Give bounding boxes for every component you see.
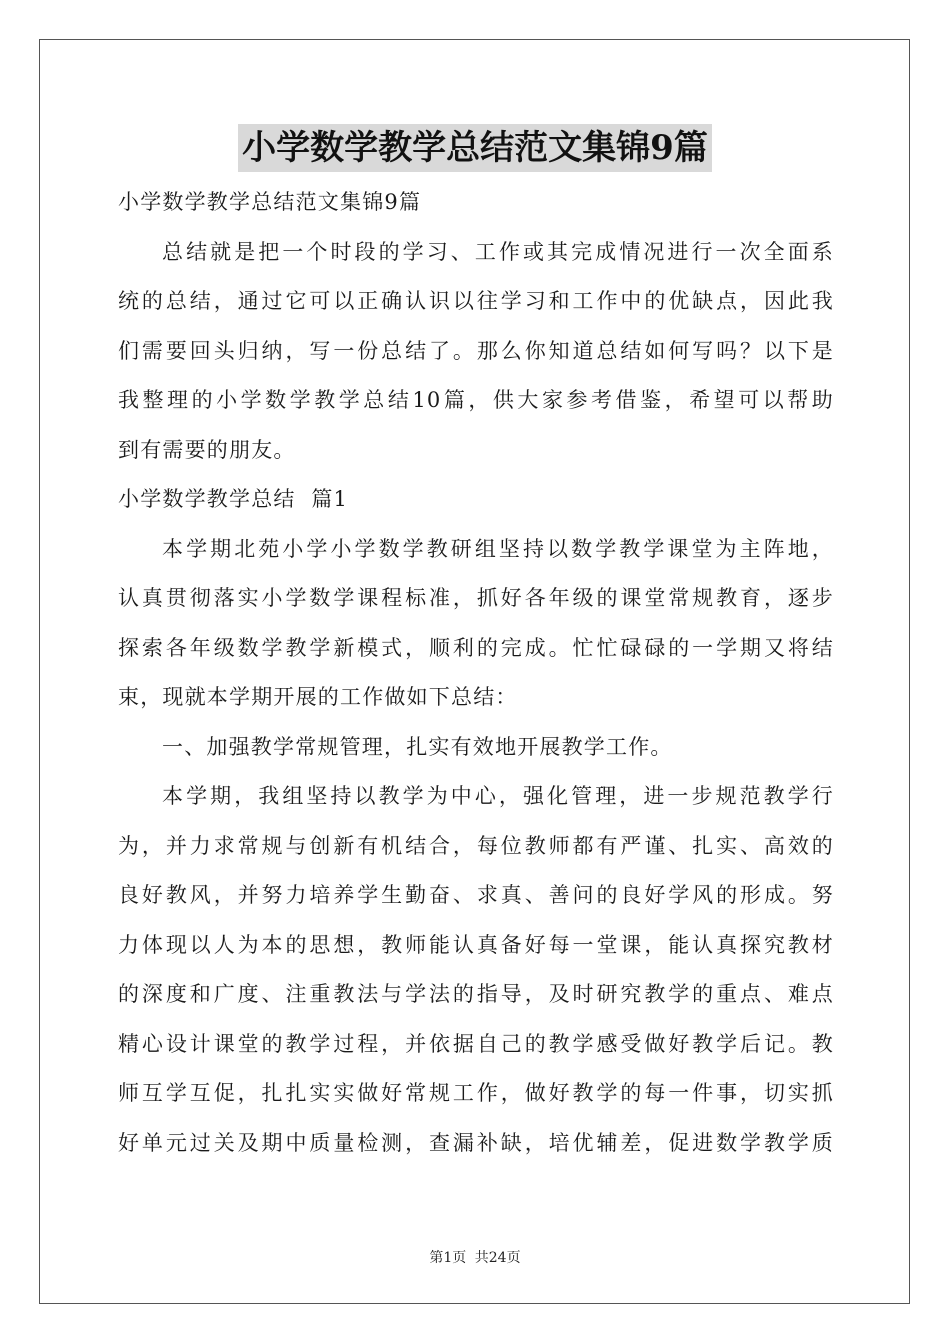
paragraph-line: 师互学互促，扎扎实实做好常规工作，做好教学的每一件事，切实抓 [118,1081,834,1105]
paragraph-line: 统的总结，通过它可以正确认识以往学习和工作中的优缺点，因此我 [118,289,834,313]
section-heading: 小学数学教学总结 篇1 [118,487,349,511]
paragraph-line: 精心设计课堂的教学过程，并依据自己的教学感受做好教学后记。教 [118,1031,834,1056]
paragraph-line: 束，现就本学期开展的工作做如下总结： [118,685,518,709]
document-title: 小学数学教学总结范文集锦9篇 [238,124,712,172]
subtitle-line: 小学数学教学总结范文集锦9篇 [118,190,422,214]
paragraph-line: 们需要回头归纳，写一份总结了。那么你知道总结如何写吗？以下是 [118,338,834,363]
paragraph-line: 到有需要的朋友。 [118,437,296,462]
paragraph-line: 良好教风，并努力培养学生勤奋、求真、善问的良好学风的形成。努 [118,883,834,907]
page-footer [0,1247,950,1267]
paragraph-line: 探索各年级数学教学新模式，顺利的完成。忙忙碌碌的一学期又将结 [118,635,834,660]
paragraph-line: 力体现以人为本的思想，教师能认真备好每一堂课，能认真探究教材 [118,932,834,957]
page-total: 共24页 [474,1250,521,1266]
document-body [118,178,834,1168]
paragraph-line: 本学期，我组坚持以教学为中心，强化管理，进一步规范教学行 [162,784,834,808]
page-number: 第1页 [429,1250,467,1266]
paragraph-line: 的深度和广度、注重教法与学法的指导，及时研究教学的重点、难点 [118,982,834,1006]
paragraph-line: 好单元过关及期中质量检测，查漏补缺，培优辅差，促进数学教学质 [118,1130,834,1155]
paragraph-line: 为，并力求常规与创新有机结合，每位教师都有严谨、扎实、高效的 [118,833,834,858]
paragraph-line: 总结就是把一个时段的学习、工作或其完成情况进行一次全面系 [162,239,834,264]
paragraph-line: 认真贯彻落实小学数学课程标准，抓好各年级的课堂常规教育，逐步 [118,586,834,610]
paragraph-line: 本学期北苑小学小学数学教研组坚持以数学教学课堂为主阵地， [162,536,834,561]
title-container [0,124,950,172]
paragraph-line: 我整理的小学数学教学总结10篇，供大家参考借鉴，希望可以帮助 [118,388,834,412]
subsection-heading: 一、加强教学常规管理，扎实有效地开展教学工作。 [162,734,673,759]
